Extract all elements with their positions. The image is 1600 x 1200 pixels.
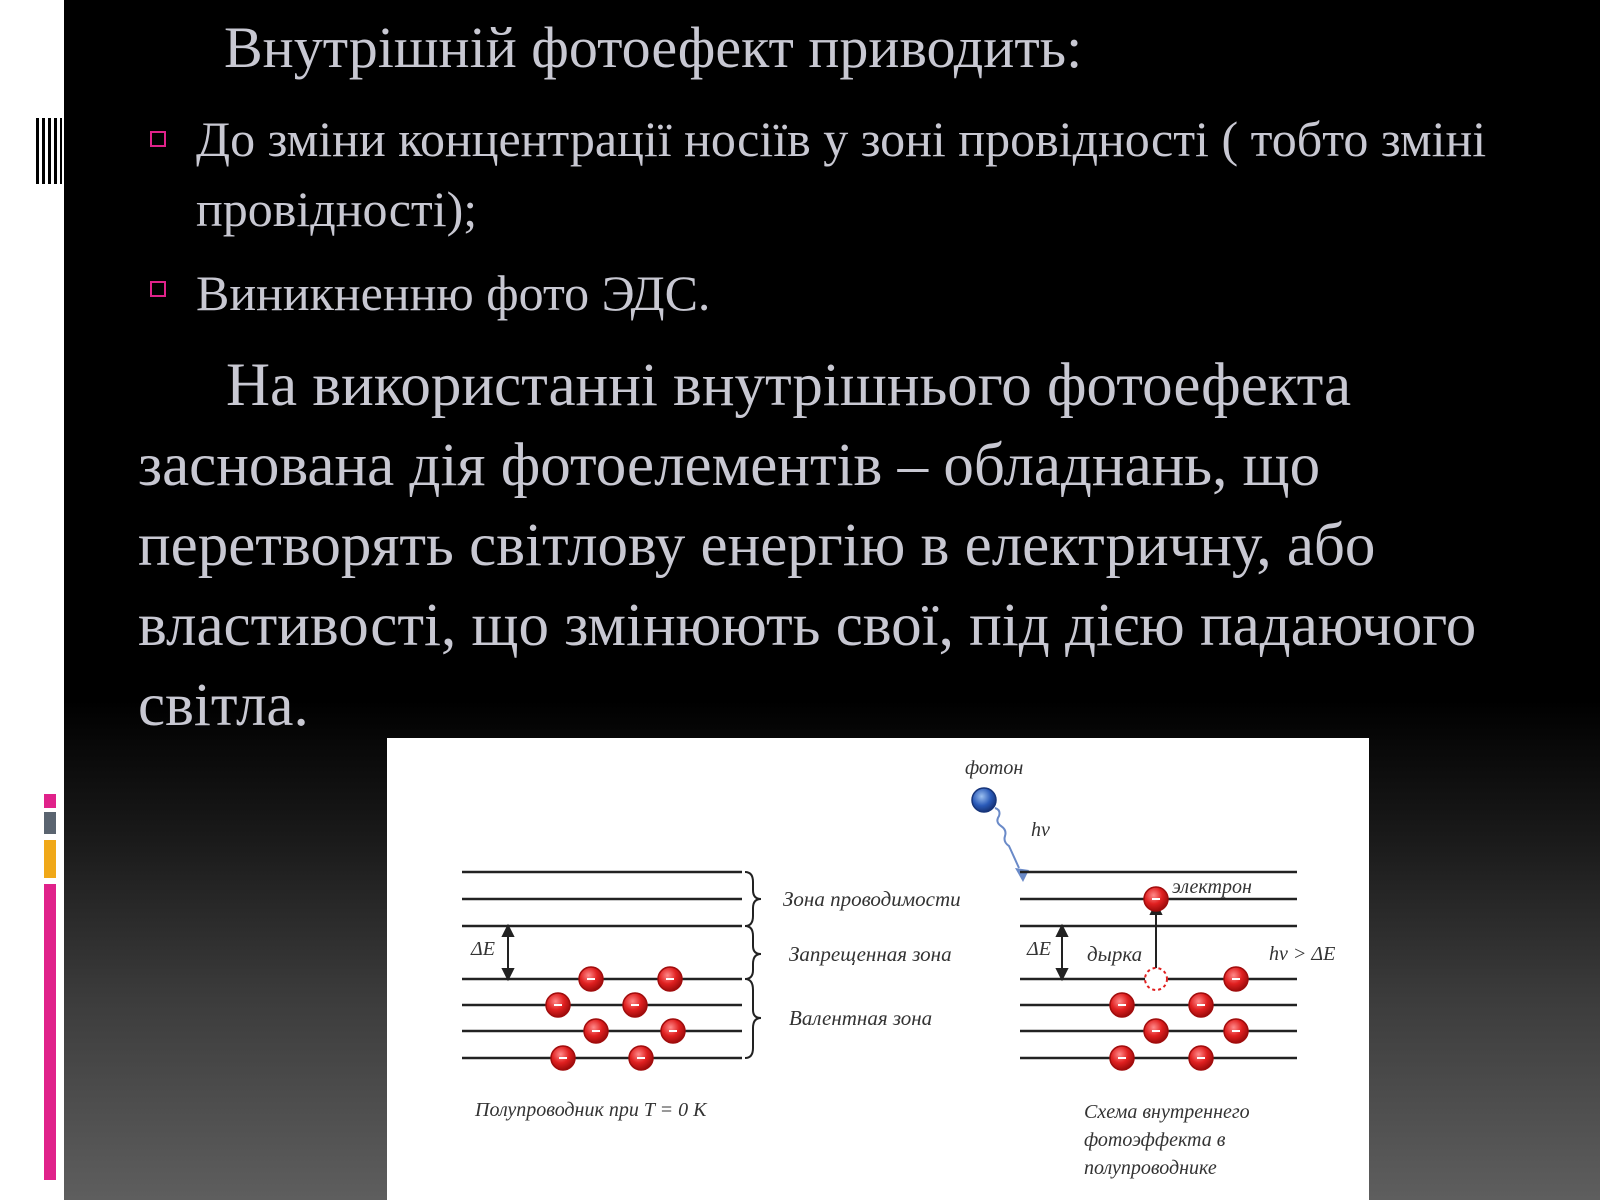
hole-label: дырка — [1087, 942, 1143, 966]
valence-zone-label: Валентная зона — [789, 1006, 933, 1030]
bullet-marker-1 — [150, 131, 166, 147]
forbidden-zone-label: Запрещенная зона — [789, 942, 952, 966]
photon — [972, 788, 996, 812]
band-diagram — [387, 738, 1369, 1200]
hv-label: hv — [1031, 819, 1050, 841]
electron — [1224, 967, 1248, 991]
band-diagram-figure — [387, 738, 1369, 1200]
accent-bar-pink-long — [44, 884, 56, 1180]
photon-label: фотон — [965, 757, 1024, 779]
caption-right-line1: Схема внутреннего — [1084, 1101, 1250, 1123]
electron — [1224, 1019, 1248, 1043]
caption-right-line3: полупроводнике — [1084, 1157, 1217, 1179]
electron — [629, 1046, 653, 1070]
electron — [1189, 993, 1213, 1017]
photon-wave — [995, 808, 1019, 868]
body-paragraph — [138, 346, 1578, 746]
electron — [1144, 1019, 1168, 1043]
electron — [1110, 1046, 1134, 1070]
delta-e-left-label: ΔE — [471, 938, 495, 960]
photon-arrow-head — [1015, 868, 1029, 882]
electron — [661, 1019, 685, 1043]
electron — [1189, 1046, 1213, 1070]
corner-decoration — [36, 118, 62, 184]
conduction-zone-label: Зона проводимости — [783, 887, 961, 911]
hole — [1145, 968, 1167, 990]
electron-label: электрон — [1172, 876, 1252, 898]
excitation-arrow — [1151, 904, 1161, 970]
caption-left: Полупроводник при T = 0 K — [475, 1099, 707, 1121]
bullet-marker-2 — [150, 281, 166, 297]
zone-braces — [745, 872, 761, 1058]
paragraph-rest: заснована дія фотоелементів – обладнань, що перетворять світлову енергію в електричну, або властивості, що змінюють свої, під дією падаючого світла. — [138, 432, 1477, 739]
paragraph-first-line: На використанні внутрішнього фотоефекта — [226, 352, 1352, 419]
delta-e-arrow-left — [503, 926, 513, 979]
bullet-text-2: Виникненню фото ЭДС. — [196, 265, 711, 321]
electron — [584, 1019, 608, 1043]
electron — [1110, 993, 1134, 1017]
right-electrons — [1110, 967, 1248, 1070]
left-electrons — [546, 967, 685, 1070]
caption-right-line2: фотоэффекта в — [1084, 1129, 1226, 1151]
electron — [623, 993, 647, 1017]
electron — [658, 967, 682, 991]
accent-bar-orange — [44, 840, 56, 878]
delta-e-right-label: ΔE — [1027, 938, 1051, 960]
bullet-text-1: До зміни концентрації носіїв у зоні провідності ( тобто зміні провідності); — [196, 111, 1487, 237]
accent-bar-pink-small — [44, 794, 56, 808]
electron — [579, 967, 603, 991]
delta-e-arrow-right — [1057, 926, 1067, 979]
electron — [546, 993, 570, 1017]
electron — [551, 1046, 575, 1070]
slide-title: Внутрішній фотоефект приводить: — [224, 15, 1083, 80]
accent-bar-gray — [44, 812, 56, 834]
condition-label: hv > ΔE — [1269, 943, 1336, 965]
excited-electron — [1144, 887, 1168, 911]
